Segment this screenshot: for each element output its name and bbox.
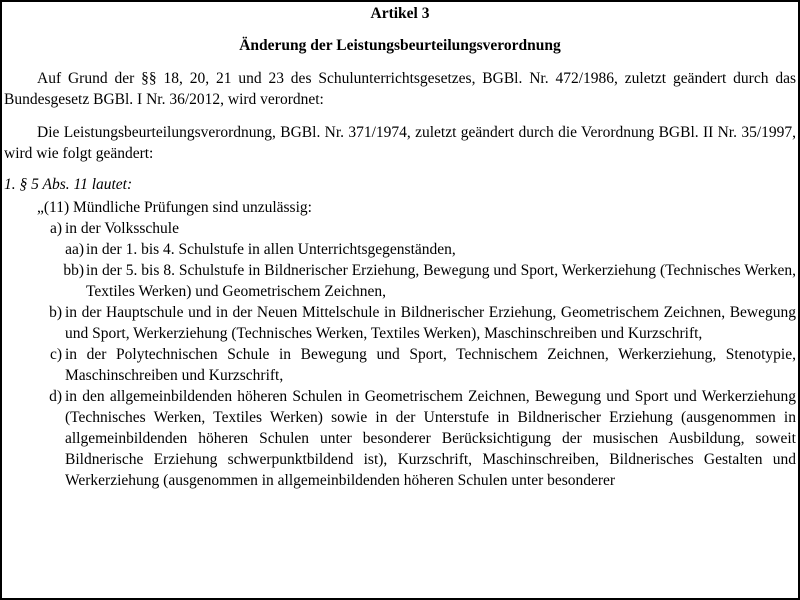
paragraph-legal-basis: Auf Grund der §§ 18, 20, 21 und 23 des Schulunterrichtsgesetzes, BGBl. Nr. 472/1986, zuletzt geändert durch das Bundesgesetz BGBl. I Nr. 36/2012, wird verordnet: bbox=[4, 70, 796, 108]
list-item-b bbox=[4, 302, 796, 344]
section-label: 1. § 5 Abs. 11 lautet: bbox=[4, 176, 133, 193]
list-item-text: in der Volksschule bbox=[65, 220, 179, 237]
article-number: Artikel 3 bbox=[370, 5, 430, 22]
list-item-aa bbox=[4, 239, 796, 260]
list-item-label: b) bbox=[49, 304, 62, 321]
list-item-text: in der Hauptschule und in der Neuen Mittelschule in Bildnerischer Erziehung, Geometrischem Zeichnen, Bewegung und Sport, Werkerziehung (Technisches Werken, Textiles Werken), Maschinschreiben und Kurzschrift, bbox=[65, 304, 796, 342]
article-title: Änderung der Leistungsbeurteilungsverordnung bbox=[239, 37, 561, 54]
list-item-label: d) bbox=[49, 388, 62, 405]
list-item-d bbox=[4, 386, 796, 491]
list-item-a bbox=[4, 218, 796, 239]
list-item-text: in der Polytechnischen Schule in Bewegung und Sport, Technischem Zeichnen, Werkerziehung, Stenotypie, Maschinschreiben und Kurzschrift, bbox=[65, 346, 796, 384]
list-item-label: bb) bbox=[63, 262, 84, 279]
list-item-text: in den allgemeinbildenden höheren Schulen in Geometrischem Zeichnen, Bewegung und Sport und Werkerziehung (Technisches Werken, Textiles Werken) sowie in der Unterstufe in Bildnerischer Erziehung (ausgenommen in allgemeinbildenden höheren Schulen unter besonderer Berücksichtigung der musischen Ausbildung, soweit Bildnerische Erziehung schwerpunktbildend ist), Kurzschrift, Maschinschreiben, Bildnerisches Gestalten und Werkerziehung (ausgenommen in allgemeinbildenden höheren Schulen unter besonderer bbox=[65, 388, 796, 489]
list-item-label: a) bbox=[49, 220, 62, 237]
list-item-text: in der 1. bis 4. Schulstufe in allen Unterrichtsgegenständen, bbox=[86, 241, 456, 258]
list-item-c bbox=[4, 344, 796, 386]
list-item-text: in der 5. bis 8. Schulstufe in Bildnerischer Erziehung, Bewegung und Sport, Werkerziehung (Technisches Werken, Textiles Werken) und Geometrischem Zeichnen, bbox=[86, 262, 796, 300]
list-item-label: c) bbox=[49, 346, 62, 363]
quote-intro: „(11) Mündliche Prüfungen sind unzulässig: bbox=[37, 199, 312, 216]
document-page bbox=[4, 0, 796, 491]
list-item-bb bbox=[4, 260, 796, 302]
paragraph-amendment-intro: Die Leistungsbeurteilungsverordnung, BGBl. Nr. 371/1974, zuletzt geändert durch die Verordnung BGBl. II Nr. 35/1997, wird wie folgt geändert: bbox=[4, 124, 796, 162]
list-item-label: aa) bbox=[65, 241, 84, 258]
